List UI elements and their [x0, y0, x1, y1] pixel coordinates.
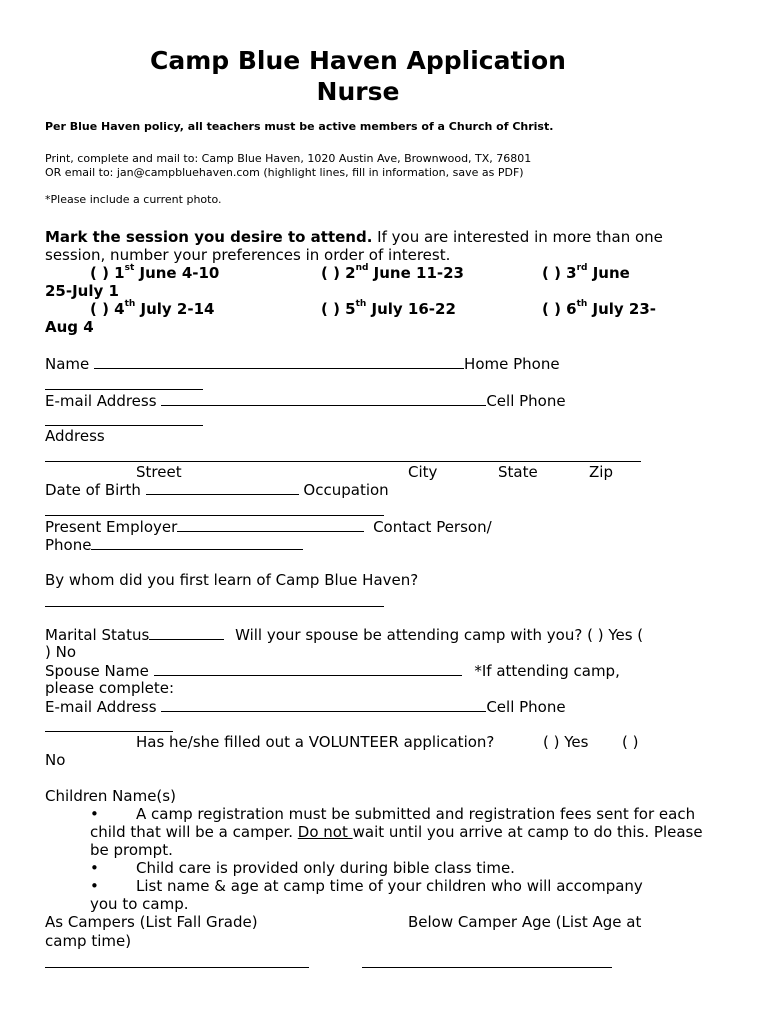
spouse-email-field[interactable] [161, 697, 486, 712]
session-lead: Mark the session you desire to attend. [45, 228, 373, 246]
spouse-email-label: E-mail Address [45, 698, 157, 716]
below-age-field[interactable] [362, 953, 612, 968]
session-option-2[interactable]: ( ) 2nd June 11-23 [321, 263, 464, 282]
phone-field[interactable] [91, 535, 303, 550]
spouse-name-field[interactable] [154, 661, 462, 676]
home-phone-label: Home Phone [464, 355, 560, 373]
city-label: City [408, 463, 438, 481]
dob-field[interactable] [146, 480, 299, 495]
employer-label: Present Employer [45, 518, 178, 536]
dob-row [45, 480, 389, 499]
address-label: Address [45, 427, 105, 445]
campers-field[interactable] [45, 953, 309, 968]
bullet-1-marker: • [90, 805, 99, 823]
spouse-email-row [45, 697, 566, 716]
zip-label: Zip [589, 463, 613, 481]
session-lead-rest: If you are interested in more than one [372, 228, 663, 246]
bullet-1-line3: be prompt. [90, 841, 173, 859]
employer-field[interactable] [177, 517, 364, 532]
state-label: State [498, 463, 538, 481]
volunteer-no-checkbox[interactable]: ( ) [622, 733, 639, 751]
please-complete-note: please complete: [45, 679, 175, 697]
spouse-no-option[interactable]: ) No [45, 643, 77, 661]
camp-time-label: camp time) [45, 932, 132, 950]
session-instructions-2: session, number your preferences in order of interest. [45, 246, 451, 264]
occupation-label: Occupation [303, 481, 389, 499]
cell-phone-field[interactable] [45, 411, 203, 426]
street-label: Street [136, 463, 182, 481]
dob-label: Date of Birth [45, 481, 141, 499]
spouse-cell-label: Cell Phone [486, 698, 566, 716]
bullet-2-marker: • [90, 859, 99, 877]
page-subtitle: Nurse [316, 77, 400, 106]
session-option-6[interactable]: ( ) 6th July 23- [542, 299, 657, 318]
occupation-field[interactable] [45, 501, 384, 516]
employer-row [45, 517, 492, 536]
spouse-name-label: Spouse Name [45, 662, 149, 680]
bullet-2-text: Child care is provided only during bible class time. [136, 859, 515, 877]
children-heading: Children Name(s) [45, 787, 176, 805]
email-field[interactable] [161, 391, 486, 406]
email-label: E-mail Address [45, 392, 157, 410]
spouse-name-row [45, 661, 620, 680]
spouse-cell-field[interactable] [45, 717, 173, 732]
home-phone-field[interactable] [45, 375, 203, 390]
marital-row [45, 625, 643, 644]
campers-label: As Campers (List Fall Grade) [45, 913, 258, 931]
session-option-1[interactable]: ( ) 1st June 4-10 [90, 263, 220, 282]
session-instructions [45, 228, 663, 246]
session-option-6-wrap: Aug 4 [45, 318, 94, 336]
bullet-1-line1: A camp registration must be submitted and registration fees sent for each [136, 805, 696, 823]
volunteer-no-label: No [45, 751, 66, 769]
phone-label: Phone [45, 536, 92, 554]
phone-row [45, 535, 303, 554]
bullet-3-line2: you to camp. [90, 895, 189, 913]
page-title: Camp Blue Haven Application [150, 46, 566, 75]
name-label: Name [45, 355, 90, 373]
cell-phone-label: Cell Phone [486, 392, 566, 410]
name-field[interactable] [94, 354, 464, 369]
contact-person-label: Contact Person/ [373, 518, 492, 536]
email-instructions: OR email to: jan@campbluehaven.com (highlight lines, fill in information, save as PDF) [45, 166, 524, 179]
below-age-label: Below Camper Age (List Age at [408, 913, 642, 931]
name-row [45, 354, 560, 373]
bullet-3-marker: • [90, 877, 99, 895]
policy-note: Per Blue Haven policy, all teachers must be active members of a Church of Christ. [45, 120, 554, 133]
marital-label: Marital Status [45, 626, 150, 644]
learned-field[interactable] [45, 592, 384, 607]
email-row [45, 391, 566, 410]
marital-field[interactable] [149, 625, 224, 640]
mail-instructions: Print, complete and mail to: Camp Blue Haven, 1020 Austin Ave, Brownwood, TX, 76801 [45, 152, 532, 165]
bullet-3-line1: List name & age at camp time of your children who will accompany [136, 877, 643, 895]
session-option-3-wrap: 25-July 1 [45, 282, 119, 300]
bullet-1-line2: child that will be a camper. Do not wait until you arrive at camp to do this. Please [90, 823, 703, 841]
session-option-5[interactable]: ( ) 5th July 16-22 [321, 299, 456, 318]
volunteer-question: Has he/she filled out a VOLUNTEER application? [136, 733, 495, 751]
session-option-4[interactable]: ( ) 4th July 2-14 [90, 299, 215, 318]
spouse-attending-question[interactable]: Will your spouse be attending camp with you? ( ) Yes ( [235, 626, 644, 644]
session-option-3[interactable]: ( ) 3rd June [542, 263, 630, 282]
if-attending-note: *If attending camp, [474, 662, 620, 680]
photo-note: *Please include a current photo. [45, 193, 222, 206]
address-field[interactable] [45, 447, 641, 462]
volunteer-yes-option[interactable]: ( ) Yes [543, 733, 589, 751]
learned-label: By whom did you first learn of Camp Blue Haven? [45, 571, 419, 589]
